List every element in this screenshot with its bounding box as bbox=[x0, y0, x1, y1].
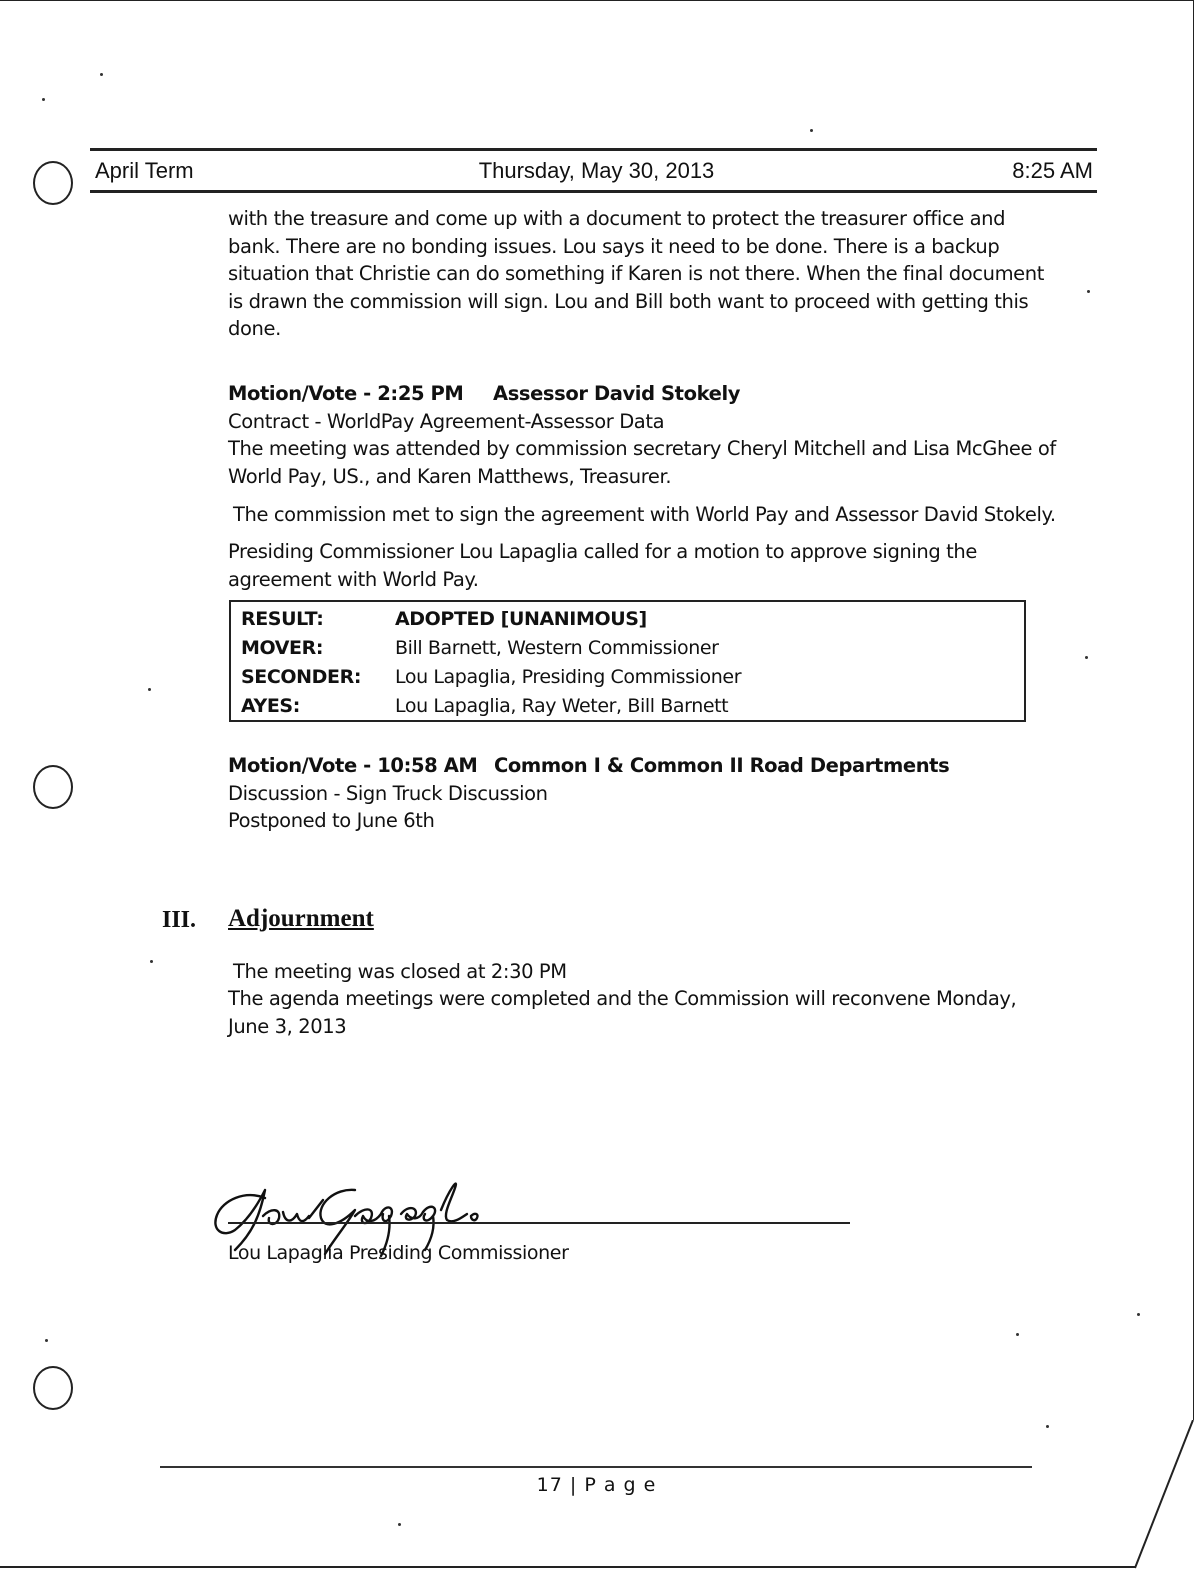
scan-speck bbox=[1085, 656, 1088, 659]
footer-rule bbox=[160, 1466, 1032, 1468]
purpose-paragraph: The commission met to sign the agreement with World Pay and Assessor David Stokely. bbox=[233, 503, 1056, 526]
adjournment-closed-line: The meeting was closed at 2:30 PM bbox=[233, 960, 567, 983]
text-line: Presiding Commissioner Lou Lapaglia called for a motion to approve signing the bbox=[228, 540, 977, 563]
signature-line bbox=[228, 1222, 850, 1224]
scan-speck bbox=[810, 129, 813, 132]
motion-subject: Assessor David Stokely bbox=[493, 382, 741, 405]
scan-speck bbox=[398, 1523, 401, 1526]
text-line: agreement with World Pay. bbox=[228, 567, 479, 591]
vote-value: Lou Lapaglia, Presiding Commissioner bbox=[395, 666, 742, 688]
text-line: with the treasure and come up with a document to protect the treasurer office and bbox=[228, 207, 1006, 230]
motion-status: Postponed to June 6th bbox=[228, 809, 435, 832]
adjournment-reconvene-paragraph bbox=[228, 985, 1016, 1040]
text-line: World Pay, US., and Karen Matthews, Treasurer. bbox=[228, 464, 672, 488]
vote-value: ADOPTED [UNANIMOUS] bbox=[395, 608, 647, 630]
vote-label: SECONDER: bbox=[241, 666, 362, 688]
scan-speck bbox=[42, 98, 45, 101]
meeting-time: 8:25 AM bbox=[1012, 158, 1093, 183]
vote-label: MOVER: bbox=[241, 637, 324, 659]
motion-type: Discussion - Sign Truck Discussion bbox=[228, 782, 548, 805]
scan-speck bbox=[45, 1339, 48, 1342]
section-title: Adjournment bbox=[228, 905, 374, 932]
motion-heading: Motion/Vote - 10:58 AM bbox=[228, 754, 478, 777]
vote-result-table bbox=[229, 600, 1026, 722]
page-edge-top bbox=[0, 0, 1193, 1]
continuation-paragraph bbox=[228, 205, 1044, 343]
text-line: bank. There are no bonding issues. Lou says it need to be done. There is a backup bbox=[228, 234, 1000, 258]
vote-label: AYES: bbox=[241, 695, 300, 717]
scan-speck bbox=[1137, 1313, 1140, 1316]
motion-type: Contract - WorldPay Agreement-Assessor Data bbox=[228, 410, 665, 433]
header-rule bbox=[90, 190, 1097, 193]
section-number: III. bbox=[162, 907, 197, 933]
text-line: is drawn the commission will sign. Lou and Bill both want to proceed with getting this bbox=[228, 289, 1029, 313]
page-number: 17 | P a g e bbox=[536, 1474, 657, 1496]
scan-speck bbox=[100, 73, 103, 76]
vote-value: Lou Lapaglia, Ray Weter, Bill Barnett bbox=[395, 695, 729, 717]
motion-call-paragraph bbox=[228, 538, 977, 593]
text-line: June 3, 2013 bbox=[228, 1014, 347, 1038]
attendance-paragraph bbox=[228, 435, 1056, 490]
motion-subject: Common I & Common II Road Departments bbox=[494, 754, 950, 777]
page-edge-bottom bbox=[0, 1566, 1135, 1568]
text-line: The meeting was attended by commission secretary Cheryl Mitchell and Lisa McGhee of bbox=[228, 437, 1056, 460]
scan-speck bbox=[150, 960, 153, 963]
text-line: done. bbox=[228, 317, 281, 340]
signature-caption: Lou Lapaglia Presiding Commissioner bbox=[228, 1242, 569, 1264]
punch-hole bbox=[33, 1366, 73, 1410]
punch-hole bbox=[33, 765, 73, 809]
vote-value: Bill Barnett, Western Commissioner bbox=[395, 637, 719, 659]
page-edge-right bbox=[1193, 0, 1194, 1420]
motion-heading: Motion/Vote - 2:25 PM bbox=[228, 382, 464, 405]
scan-speck bbox=[1016, 1333, 1019, 1336]
header-rule bbox=[90, 148, 1097, 151]
vote-label: RESULT: bbox=[241, 608, 324, 630]
meeting-date: Thursday, May 30, 2013 bbox=[478, 158, 715, 183]
scan-speck bbox=[1087, 290, 1090, 293]
term-label: April Term bbox=[95, 158, 194, 183]
text-line: The agenda meetings were completed and the Commission will reconvene Monday, bbox=[228, 987, 1017, 1010]
scan-speck bbox=[148, 688, 151, 691]
scan-speck bbox=[1046, 1425, 1049, 1428]
text-line: situation that Christie can do something if Karen is not there. When the final document bbox=[228, 262, 1044, 285]
